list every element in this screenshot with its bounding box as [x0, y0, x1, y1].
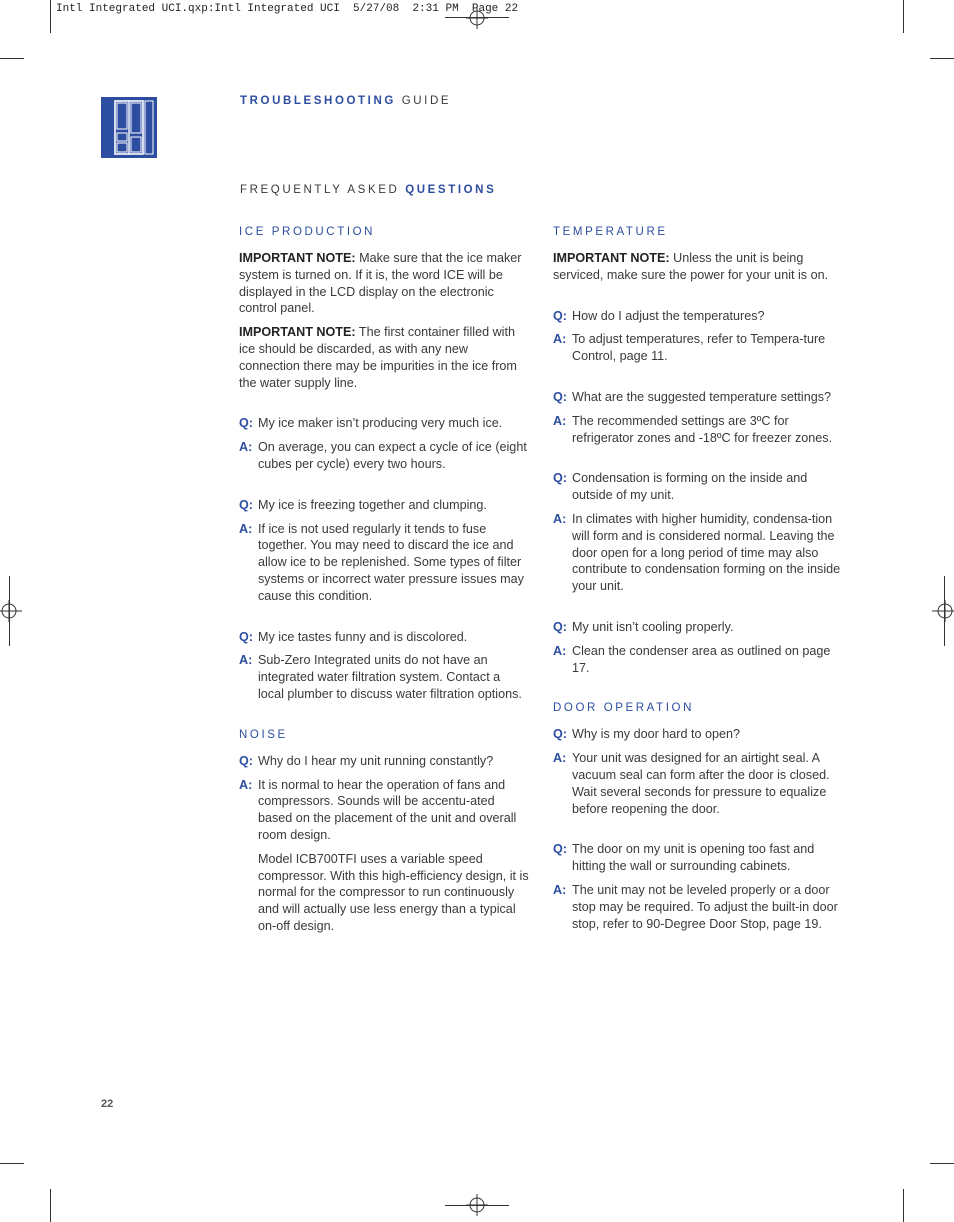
answer — [553, 331, 843, 365]
q-label: Q: — [239, 416, 253, 431]
a-label: A: — [553, 511, 567, 526]
answer — [239, 439, 529, 473]
crop-mark — [903, 0, 904, 33]
q-label: Q: — [553, 727, 567, 742]
registration-mark-icon — [466, 1194, 488, 1216]
section-heading-bold: TROUBLESHOOTING — [240, 95, 396, 107]
right-column — [553, 224, 843, 939]
page-number: 22 — [101, 1098, 114, 1110]
registration-mark-icon — [932, 600, 954, 622]
a-label: A: — [239, 777, 253, 792]
answer — [553, 511, 843, 595]
question — [553, 308, 843, 325]
a-label: A: — [553, 882, 567, 897]
a-label: A: — [239, 521, 253, 536]
question — [239, 497, 529, 514]
faq-heading-bold: QUESTIONS — [405, 184, 497, 196]
left-column — [239, 224, 529, 942]
section-heading-rest: GUIDE — [395, 95, 452, 107]
answer-text: The recommended settings are 3ºC for refrigerator zones and -18ºC for freezer zones. — [572, 413, 833, 445]
question — [553, 470, 843, 504]
answer — [553, 750, 843, 817]
q-label: Q: — [553, 389, 567, 404]
crop-mark — [50, 1189, 51, 1222]
refrigerator-icon — [101, 97, 157, 158]
a-label: A: — [553, 643, 567, 658]
question-text: Why do I hear my unit running constantly? — [258, 753, 494, 768]
question — [553, 619, 843, 636]
q-label: Q: — [553, 842, 567, 857]
answer — [553, 413, 843, 447]
registration-mark-icon — [466, 7, 488, 29]
question-text: How do I adjust the temperatures? — [572, 308, 765, 323]
ice-production-heading: ICE PRODUCTION — [239, 226, 376, 238]
important-note — [239, 250, 529, 317]
q-label: Q: — [553, 308, 567, 323]
crop-mark — [930, 58, 954, 59]
answer-text: If ice is not used regularly it tends to fuse together. You may need to discard the ice and allow ice to be replenished. Some types of filter systems or incorrect water pressure issues may cause this condition. — [258, 521, 524, 603]
note-text: The first container filled with ice should be discarded, as with any new connection there may be impurities in the ice from the water supply line. — [239, 325, 517, 390]
answer-text: It is normal to hear the operation of fans and compressors. Sounds will be accentu-ated based on the placement of the unit and overall room design. — [258, 777, 517, 842]
temperature-heading: TEMPERATURE — [553, 226, 668, 238]
crop-mark — [9, 576, 10, 646]
section-heading — [240, 95, 451, 107]
note-label: IMPORTANT NOTE: — [239, 325, 356, 340]
a-label: A: — [553, 332, 567, 347]
question — [239, 629, 529, 646]
q-label: Q: — [553, 619, 567, 634]
crop-mark — [0, 58, 24, 59]
a-label: A: — [553, 751, 567, 766]
note-text: Make sure that the ice maker system is turned on. If it is, the word ICE will be displayed in the LCD display on the electronic control panel. — [239, 251, 522, 316]
q-label: Q: — [239, 497, 253, 512]
q-label: Q: — [553, 471, 567, 486]
crop-mark — [0, 1163, 24, 1164]
important-note — [239, 324, 529, 391]
note-text: Unless the unit is being serviced, make sure the power for your unit is on. — [553, 251, 829, 282]
answer — [553, 643, 843, 677]
q-label: Q: — [239, 629, 253, 644]
question — [553, 389, 843, 406]
a-label: A: — [239, 440, 253, 455]
crop-mark — [944, 576, 945, 646]
answer — [239, 521, 529, 605]
question-text: Why is my door hard to open? — [572, 727, 740, 742]
registration-mark-icon — [0, 600, 22, 622]
faq-heading-rest: FREQUENTLY ASKED — [240, 184, 406, 196]
question — [553, 726, 843, 743]
answer-text: Sub-Zero Integrated units do not have an integrated water filtration system. Contact a local plumber to discuss water filtration options. — [258, 653, 522, 701]
answer-paragraph: Model ICB700TFI uses a variable speed compressor. With this high-efficiency design, it is normal for the compressor to run continuously and will actually use less energy than a typical on-off design. — [258, 851, 529, 933]
noise-heading: NOISE — [239, 728, 288, 741]
question — [239, 415, 529, 432]
question — [239, 753, 529, 770]
question-text: My ice tastes funny and is discolored. — [258, 629, 468, 644]
answer-text: To adjust temperatures, refer to Tempera-ture Control, page 11. — [572, 332, 826, 364]
important-note — [553, 250, 843, 284]
answer-text: The unit may not be leveled properly or a door stop may be required. To adjust the built-in door stop, refer to 90-Degree Door Stop, page 19. — [572, 882, 838, 931]
answer-text: Your unit was designed for an airtight seal. A vacuum seal can form after the door is closed. Wait several seconds for pressure to equalize before reopening the door. — [572, 751, 830, 816]
print-slug: Intl Integrated UCI.qxp:Intl Integrated UCI 5/27/08 2:31 PM Page 22 — [56, 3, 519, 15]
question — [553, 841, 843, 875]
answer-text: In climates with higher humidity, condensa-tion will form and is considered normal. Leaving the door open for a long period of time may also contribute to condensation forming on the inside your unit. — [572, 511, 841, 594]
question-text: Condensation is forming on the inside and outside of my unit. — [572, 471, 808, 503]
note-label: IMPORTANT NOTE: — [553, 251, 670, 265]
answer-text: On average, you can expect a cycle of ice (eight cubes per cycle) every two hours. — [258, 440, 527, 471]
door-operation-heading: DOOR OPERATION — [553, 702, 694, 715]
a-label: A: — [239, 653, 253, 668]
crop-mark — [50, 0, 51, 33]
question-text: My ice is freezing together and clumping. — [258, 497, 487, 512]
question-text: My unit isn’t cooling properly. — [572, 619, 734, 634]
question-text: The door on my unit is opening too fast and hitting the wall or surrounding cabinets. — [572, 842, 815, 874]
faq-heading — [240, 184, 496, 196]
crop-mark — [903, 1189, 904, 1222]
note-label: IMPORTANT NOTE: — [239, 251, 356, 265]
question-text: My ice maker isn’t producing very much ice. — [258, 416, 503, 431]
answer — [553, 882, 843, 932]
question-text: What are the suggested temperature settings? — [572, 389, 832, 404]
answer — [239, 777, 529, 844]
answer — [239, 652, 529, 702]
answer-text: Clean the condenser area as outlined on page 17. — [572, 643, 831, 675]
a-label: A: — [553, 413, 567, 428]
q-label: Q: — [239, 753, 253, 768]
crop-mark — [930, 1163, 954, 1164]
